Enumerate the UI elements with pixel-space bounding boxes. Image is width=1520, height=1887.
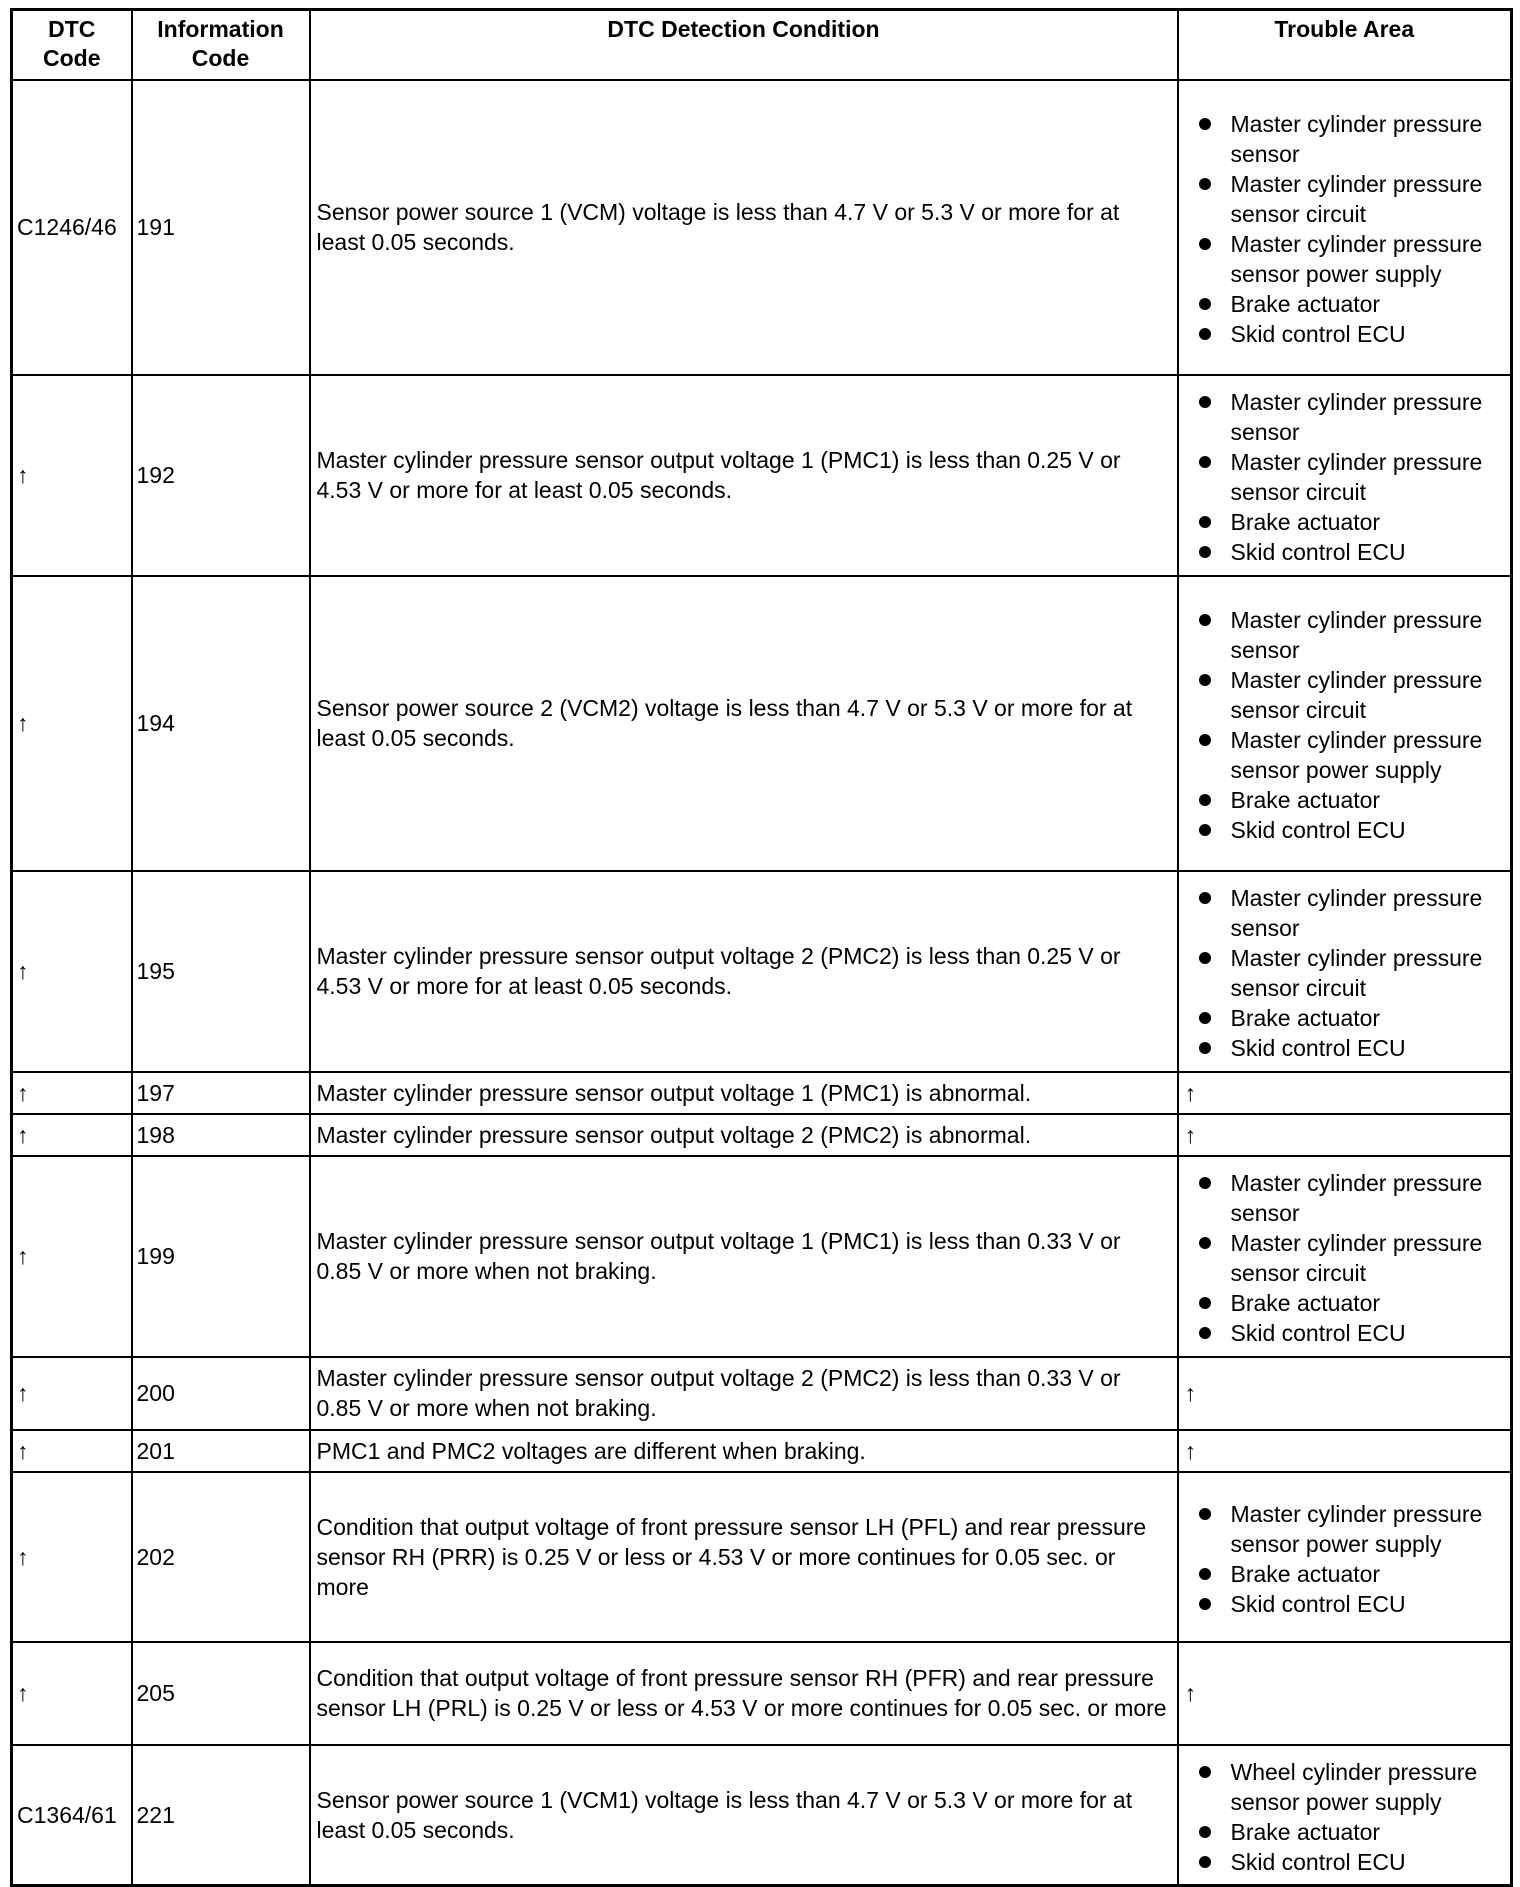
trouble-area-item: [1199, 1757, 1505, 1817]
information-code: 197: [136, 1079, 175, 1106]
trouble-area-item: [1199, 725, 1505, 785]
dtc-code-cell: [12, 576, 132, 871]
bullet-icon: [1199, 328, 1211, 340]
trouble-area-cell: [1178, 1072, 1512, 1114]
same-as-above-mark: ↑: [1184, 1380, 1196, 1406]
bullet-icon: [1199, 1568, 1211, 1580]
detection-condition-cell: [310, 375, 1178, 576]
dtc-code-cell: [12, 871, 132, 1072]
detection-condition-cell: [310, 1114, 1178, 1156]
header-row: [12, 10, 1512, 80]
bullet-icon: [1199, 824, 1211, 836]
trouble-area-text: Master cylinder pressure sensor circuit: [1230, 171, 1483, 227]
trouble-area-text: Master cylinder pressure sensor: [1230, 1170, 1483, 1226]
trouble-area-item: [1199, 665, 1505, 725]
trouble-area-cell: [1178, 375, 1512, 576]
detection-condition: Master cylinder pressure sensor output voltage 1 (PMC1) is abnormal.: [316, 1079, 1032, 1106]
information-code-cell: [132, 80, 310, 375]
trouble-area-text: Master cylinder pressure sensor: [1230, 607, 1483, 663]
trouble-area-cell: [1178, 1357, 1512, 1430]
information-code-cell: [132, 1357, 310, 1430]
table-row: [12, 1642, 1512, 1745]
detection-condition: Master cylinder pressure sensor output voltage 1 (PMC1) is less than 0.25 V or 4.53 V or more for at least 0.05 seconds.: [316, 447, 1121, 503]
trouble-area-text: Skid control ECU: [1230, 1590, 1406, 1617]
dtc-table: [10, 8, 1513, 1887]
table-row: [12, 576, 1512, 871]
dtc-code: ↑: [17, 1079, 29, 1106]
information-code: 194: [136, 710, 175, 736]
information-code: 199: [136, 1243, 175, 1269]
trouble-area-cell: [1178, 1745, 1512, 1886]
trouble-area-list: [1199, 1168, 1505, 1348]
detection-condition-cell: [310, 576, 1178, 871]
information-code-cell: [132, 375, 310, 576]
bullet-icon: [1199, 1826, 1211, 1838]
bullet-icon: [1199, 178, 1211, 190]
dtc-code: ↑: [17, 1243, 29, 1269]
dtc-code: ↑: [17, 1121, 29, 1148]
detection-condition-cell: [310, 1156, 1178, 1357]
trouble-area-cell: [1178, 1472, 1512, 1642]
information-code-cell: [132, 1072, 310, 1114]
trouble-area-text: Brake actuator: [1230, 1005, 1381, 1031]
table-header: [12, 10, 1512, 80]
trouble-area-item: [1199, 1003, 1505, 1033]
bullet-icon: [1199, 892, 1211, 904]
trouble-area-item: [1199, 1033, 1505, 1063]
information-code-cell: [132, 1472, 310, 1642]
detection-condition: Master cylinder pressure sensor output voltage 2 (PMC2) is abnormal.: [316, 1121, 1032, 1148]
information-code-cell: [132, 1745, 310, 1886]
trouble-area-text: Brake actuator: [1230, 291, 1381, 317]
same-as-above-mark: ↑: [1184, 1437, 1196, 1464]
table-row: [12, 375, 1512, 576]
bullet-icon: [1199, 794, 1211, 806]
header-trouble-area: Trouble Area: [1178, 10, 1512, 80]
dtc-code: ↑: [17, 1680, 29, 1706]
detection-condition-cell: [310, 1745, 1178, 1886]
trouble-area-text: Skid control ECU: [1230, 1320, 1406, 1346]
trouble-area-text: Master cylinder pressure sensor: [1230, 885, 1483, 941]
trouble-area-list: [1199, 109, 1505, 349]
trouble-area-item: [1199, 1228, 1505, 1288]
trouble-area-text: Master cylinder pressure sensor: [1230, 389, 1483, 445]
header-information-code: Information Code: [132, 10, 310, 80]
header-detection-condition: DTC Detection Condition: [310, 10, 1178, 80]
trouble-area-item: [1199, 537, 1505, 567]
trouble-area-cell: [1178, 871, 1512, 1072]
trouble-area-text: Brake actuator: [1230, 1290, 1381, 1316]
trouble-area-text: Brake actuator: [1230, 509, 1381, 535]
detection-condition-cell: [310, 871, 1178, 1072]
information-code-cell: [132, 1430, 310, 1472]
trouble-area-item: [1199, 169, 1505, 229]
trouble-area-cell: [1178, 1430, 1512, 1472]
bullet-icon: [1199, 1766, 1211, 1778]
information-code-cell: [132, 871, 310, 1072]
dtc-code-cell: [12, 1072, 132, 1114]
bullet-icon: [1199, 118, 1211, 130]
bullet-icon: [1199, 674, 1211, 686]
table-row: [12, 1472, 1512, 1642]
dtc-code-cell: [12, 80, 132, 375]
dtc-code-cell: [12, 375, 132, 576]
information-code-cell: [132, 1642, 310, 1745]
bullet-icon: [1199, 1177, 1211, 1189]
dtc-code: C1246/46: [17, 214, 117, 240]
detection-condition-cell: [310, 1642, 1178, 1745]
trouble-area-item: [1199, 1318, 1505, 1348]
bullet-icon: [1199, 298, 1211, 310]
trouble-area-item: [1199, 109, 1505, 169]
information-code: 201: [136, 1437, 175, 1464]
dtc-code: ↑: [17, 1543, 29, 1570]
detection-condition: Sensor power source 1 (VCM1) voltage is less than 4.7 V or 5.3 V or more for at least 0.05 seconds.: [316, 1786, 1133, 1843]
bullet-icon: [1199, 396, 1211, 408]
bullet-icon: [1199, 1856, 1211, 1868]
dtc-code-cell: [12, 1114, 132, 1156]
bullet-icon: [1199, 1327, 1211, 1339]
dtc-code: ↑: [17, 462, 29, 488]
trouble-area-item: [1199, 319, 1505, 349]
trouble-area-item: [1199, 1589, 1505, 1619]
detection-condition-cell: [310, 1357, 1178, 1430]
information-code: 195: [136, 958, 175, 984]
trouble-area-list: [1199, 1757, 1505, 1877]
trouble-area-list: [1199, 605, 1505, 845]
detection-condition: Master cylinder pressure sensor output voltage 2 (PMC2) is less than 0.33 V or 0.85 V or more when not braking.: [316, 1365, 1121, 1421]
detection-condition-cell: [310, 80, 1178, 375]
bullet-icon: [1199, 1598, 1211, 1610]
detection-condition-cell: [310, 1472, 1178, 1642]
dtc-code-cell: [12, 1745, 132, 1886]
trouble-area-text: Master cylinder pressure sensor circuit: [1230, 449, 1483, 505]
dtc-code-cell: [12, 1430, 132, 1472]
trouble-area-cell: [1178, 1156, 1512, 1357]
bullet-icon: [1199, 1297, 1211, 1309]
same-as-above-mark: ↑: [1184, 1680, 1196, 1706]
same-as-above-mark: ↑: [1184, 1121, 1196, 1148]
trouble-area-text: Master cylinder pressure sensor power supply: [1230, 727, 1483, 783]
trouble-area-cell: [1178, 1642, 1512, 1745]
trouble-area-item: [1199, 447, 1505, 507]
dtc-code-cell: [12, 1156, 132, 1357]
information-code: 221: [136, 1801, 175, 1828]
trouble-area-list: [1199, 1499, 1505, 1619]
trouble-area-cell: [1178, 80, 1512, 375]
table-row: [12, 1114, 1512, 1156]
trouble-area-item: [1199, 815, 1505, 845]
dtc-code: ↑: [17, 1380, 29, 1406]
bullet-icon: [1199, 1012, 1211, 1024]
detection-condition: Condition that output voltage of front pressure sensor RH (PFR) and rear pressure sensor LH (PRL) is 0.25 V or less or 4.53 V or more continues for 0.05 sec. or more: [316, 1665, 1167, 1721]
trouble-area-item: [1199, 1499, 1505, 1559]
bullet-icon: [1199, 734, 1211, 746]
trouble-area-cell: [1178, 1114, 1512, 1156]
table-row: [12, 1072, 1512, 1114]
trouble-area-text: Skid control ECU: [1230, 1848, 1406, 1875]
table-body: [12, 80, 1512, 1886]
trouble-area-text: Master cylinder pressure sensor: [1230, 111, 1483, 167]
trouble-area-cell: [1178, 576, 1512, 871]
trouble-area-item: [1199, 785, 1505, 815]
detection-condition-cell: [310, 1072, 1178, 1114]
detection-condition: Sensor power source 1 (VCM) voltage is less than 4.7 V or 5.3 V or more for at least 0.05 seconds.: [316, 199, 1120, 255]
information-code: 192: [136, 462, 175, 488]
trouble-area-text: Skid control ECU: [1230, 321, 1406, 347]
trouble-area-text: Master cylinder pressure sensor power supply: [1230, 231, 1483, 287]
trouble-area-item: [1199, 1817, 1505, 1847]
trouble-area-item: [1199, 605, 1505, 665]
table-row: [12, 80, 1512, 375]
information-code-cell: [132, 1114, 310, 1156]
trouble-area-item: [1199, 883, 1505, 943]
bullet-icon: [1199, 1237, 1211, 1249]
detection-condition-cell: [310, 1430, 1178, 1472]
header-dtc-code: DTC Code: [12, 10, 132, 80]
dtc-code-cell: [12, 1642, 132, 1745]
trouble-area-text: Master cylinder pressure sensor circuit: [1230, 667, 1483, 723]
detection-condition: Master cylinder pressure sensor output voltage 2 (PMC2) is less than 0.25 V or 4.53 V or more for at least 0.05 seconds.: [316, 943, 1121, 999]
trouble-area-item: [1199, 289, 1505, 319]
trouble-area-text: Skid control ECU: [1230, 539, 1406, 565]
dtc-code: ↑: [17, 1437, 29, 1464]
dtc-code: C1364/61: [17, 1801, 117, 1828]
bullet-icon: [1199, 1042, 1211, 1054]
table-row: [12, 871, 1512, 1072]
information-code: 202: [136, 1543, 175, 1570]
bullet-icon: [1199, 952, 1211, 964]
trouble-area-item: [1199, 1559, 1505, 1589]
information-code: 191: [136, 214, 175, 240]
trouble-area-item: [1199, 507, 1505, 537]
information-code-cell: [132, 576, 310, 871]
trouble-area-item: [1199, 1288, 1505, 1318]
trouble-area-text: Wheel cylinder pressure sensor power supply: [1230, 1758, 1478, 1815]
trouble-area-text: Master cylinder pressure sensor power supply: [1230, 1500, 1483, 1557]
information-code: 205: [136, 1680, 175, 1706]
dtc-code: ↑: [17, 958, 29, 984]
table-row: [12, 1156, 1512, 1357]
table-row: [12, 1745, 1512, 1886]
trouble-area-item: [1199, 943, 1505, 1003]
detection-condition: PMC1 and PMC2 voltages are different when braking.: [316, 1437, 866, 1464]
information-code: 198: [136, 1121, 175, 1148]
information-code: 200: [136, 1380, 175, 1406]
trouble-area-item: [1199, 1847, 1505, 1877]
trouble-area-list: [1199, 883, 1505, 1063]
table-row: [12, 1357, 1512, 1430]
dtc-code-cell: [12, 1472, 132, 1642]
bullet-icon: [1199, 238, 1211, 250]
table-row: [12, 1430, 1512, 1472]
trouble-area-text: Brake actuator: [1230, 1560, 1381, 1587]
trouble-area-text: Skid control ECU: [1230, 1035, 1406, 1061]
detection-condition: Master cylinder pressure sensor output voltage 1 (PMC1) is less than 0.33 V or 0.85 V or more when not braking.: [316, 1228, 1121, 1284]
bullet-icon: [1199, 1508, 1211, 1520]
trouble-area-text: Master cylinder pressure sensor circuit: [1230, 945, 1483, 1001]
bullet-icon: [1199, 516, 1211, 528]
detection-condition: Condition that output voltage of front pressure sensor LH (PFL) and rear pressure sensor RH (PRR) is 0.25 V or less or 4.53 V or more continues for 0.05 sec. or more: [316, 1513, 1147, 1600]
same-as-above-mark: ↑: [1184, 1079, 1196, 1106]
dtc-code: ↑: [17, 710, 29, 736]
detection-condition: Sensor power source 2 (VCM2) voltage is less than 4.7 V or 5.3 V or more for at least 0.05 seconds.: [316, 695, 1133, 751]
bullet-icon: [1199, 546, 1211, 558]
dtc-code-cell: [12, 1357, 132, 1430]
trouble-area-text: Skid control ECU: [1230, 817, 1406, 843]
trouble-area-item: [1199, 387, 1505, 447]
trouble-area-item: [1199, 1168, 1505, 1228]
trouble-area-list: [1199, 387, 1505, 567]
trouble-area-text: Brake actuator: [1230, 787, 1381, 813]
information-code-cell: [132, 1156, 310, 1357]
trouble-area-item: [1199, 229, 1505, 289]
bullet-icon: [1199, 614, 1211, 626]
bullet-icon: [1199, 456, 1211, 468]
trouble-area-text: Master cylinder pressure sensor circuit: [1230, 1230, 1483, 1286]
trouble-area-text: Brake actuator: [1230, 1818, 1381, 1845]
